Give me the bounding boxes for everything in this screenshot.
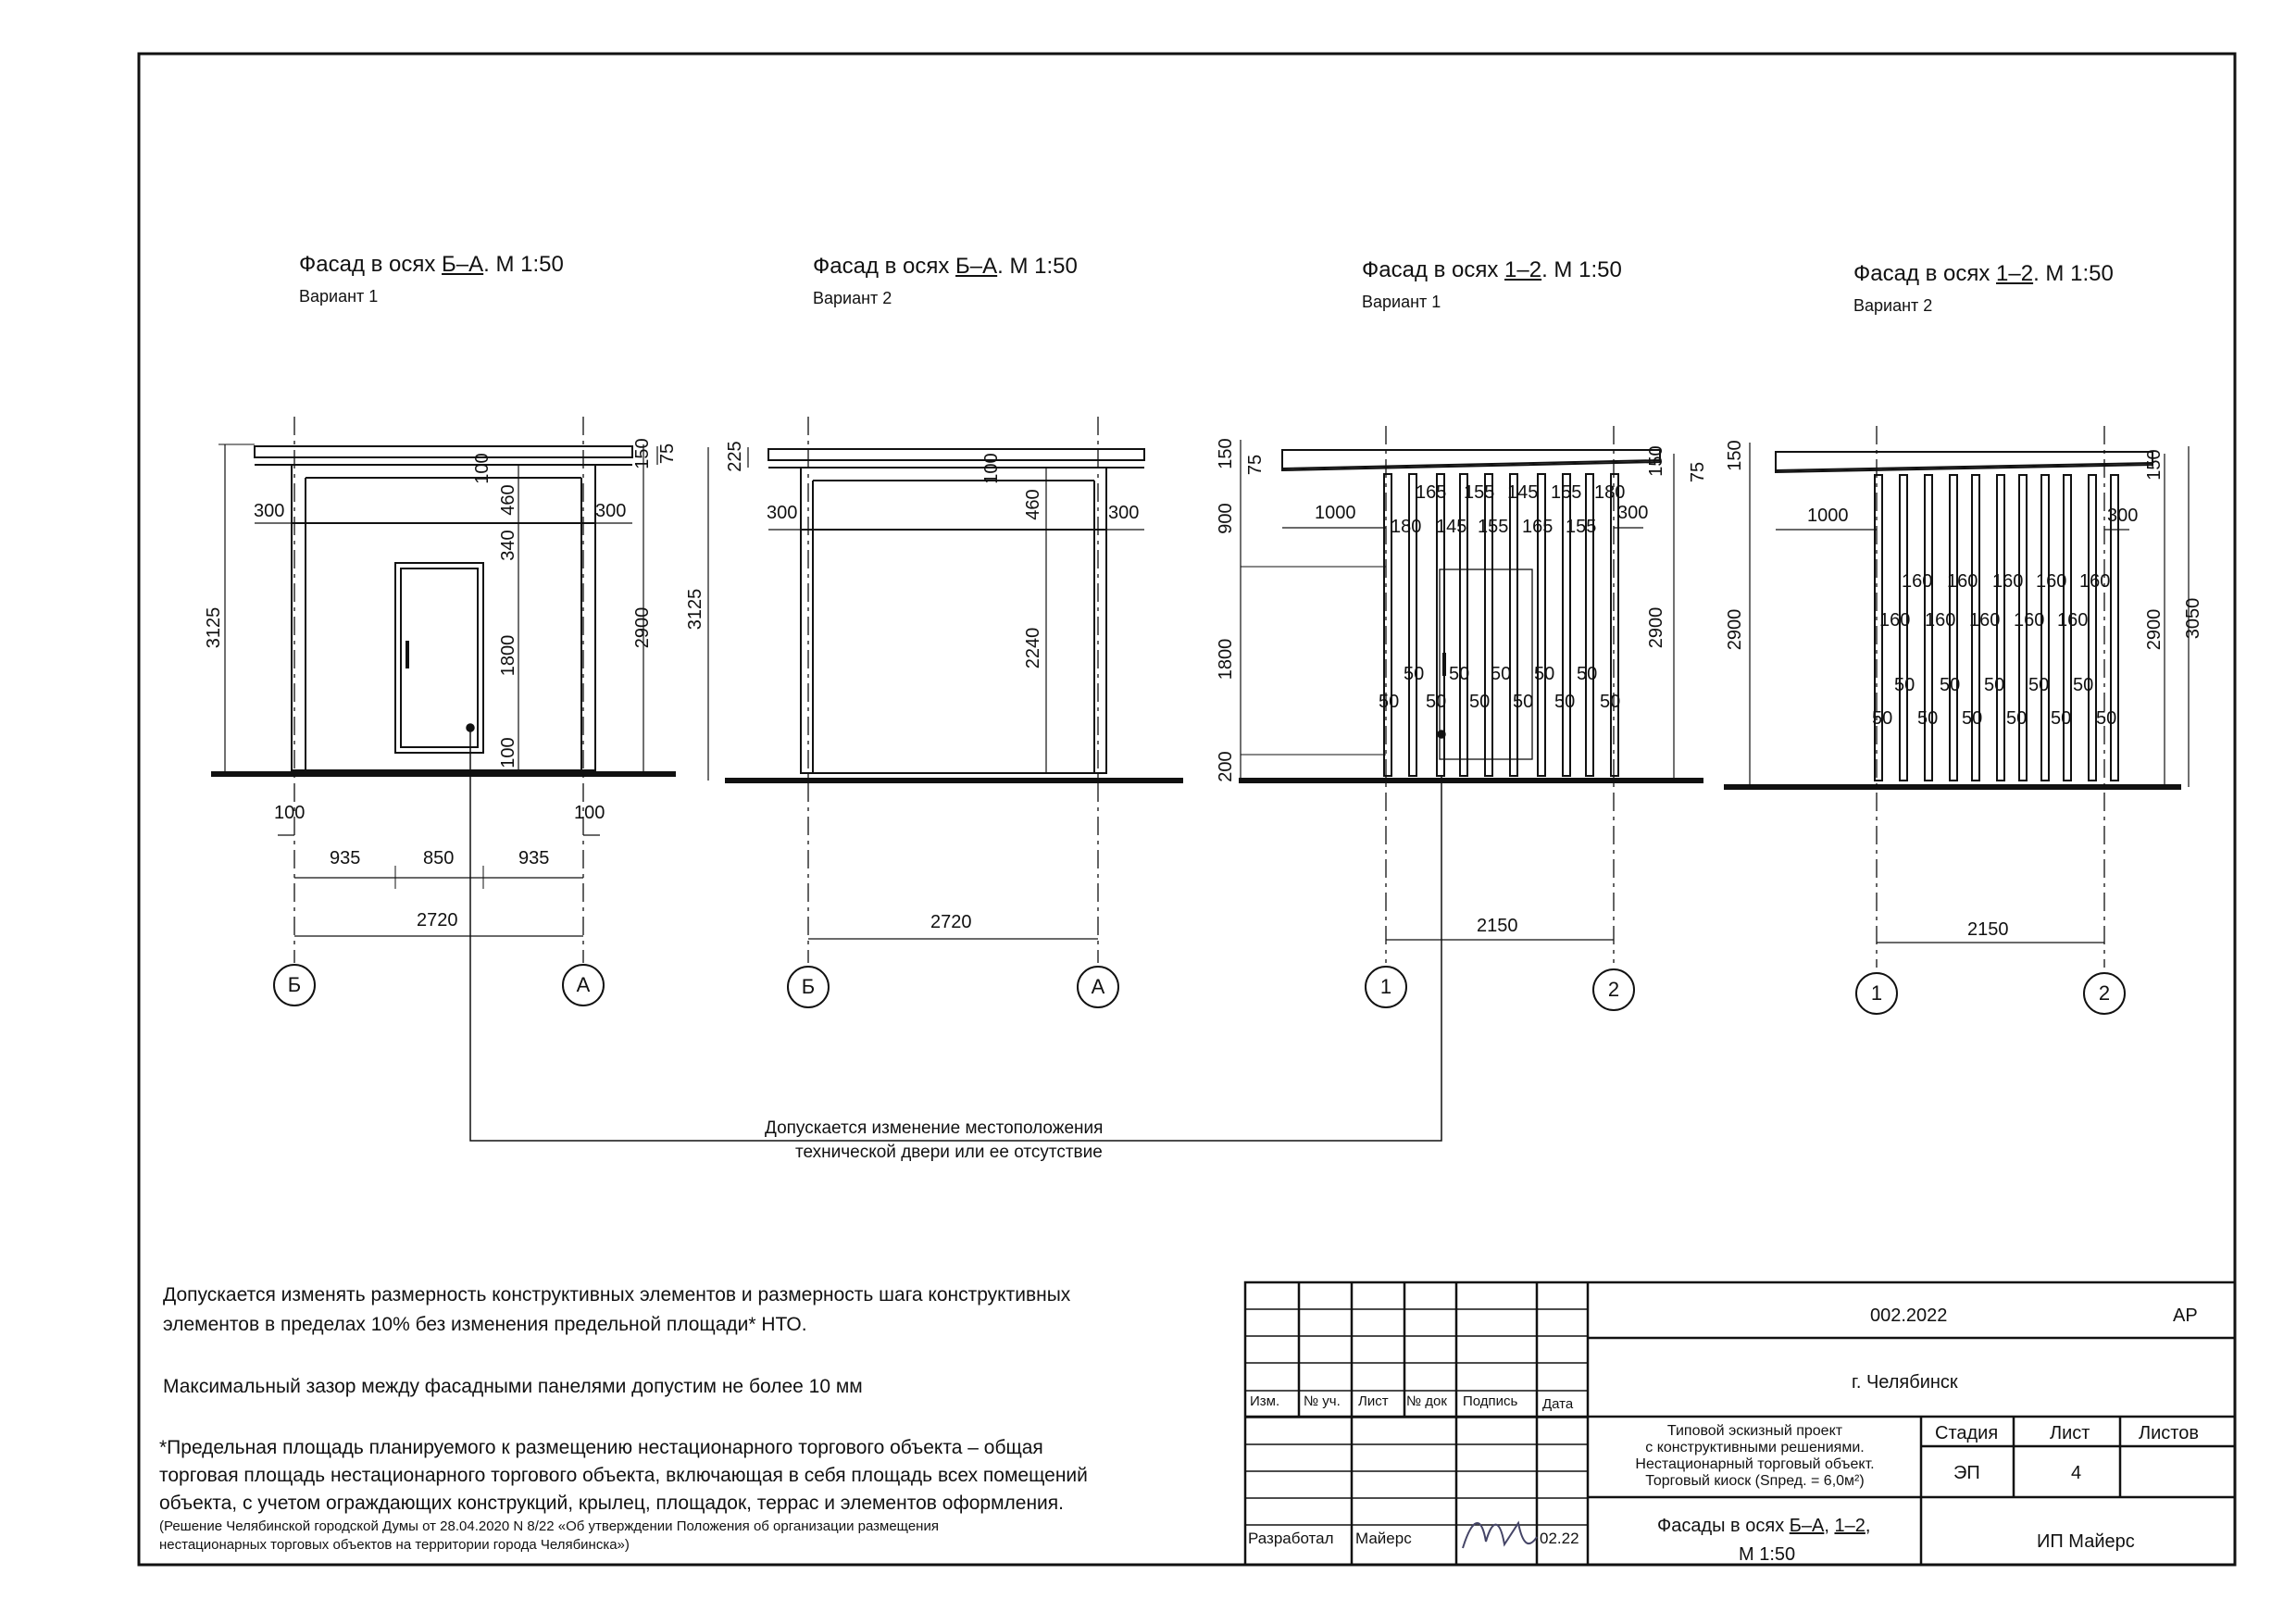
door-note-line-2: технической двери или ее отсутствие (795, 1143, 1103, 1162)
facade-4-variant: Вариант 2 (1853, 296, 1933, 315)
f3-gap: 145 (1507, 482, 1539, 503)
f3-slat-50: 50 (1491, 664, 1512, 684)
title-prefix: Фасад в осях (813, 254, 956, 279)
axis-marker-2: 2 (2098, 981, 2111, 1005)
f3-slat-50: 50 (1513, 692, 1534, 712)
title-axes: Б–А (955, 254, 998, 279)
f3-dim-200: 200 (1216, 751, 1236, 782)
f3-gap: 165 (1416, 482, 1447, 503)
f4-dim-width: 2150 (1967, 919, 2009, 940)
f3-dim-900: 900 (1216, 503, 1236, 534)
f3-slat-50: 50 (1577, 664, 1598, 684)
f4-dim-150: 150 (1725, 440, 1745, 471)
title-axes: 1–2 (1504, 257, 1542, 282)
stamp-scale: М 1:50 (1739, 1544, 1796, 1565)
f4-dim-r3050: 3050 (2183, 597, 2203, 640)
f2-dim-225: 225 (725, 441, 745, 472)
title-scale: . М 1:50 (997, 254, 1078, 279)
f2-dim-2240: 2240 (1023, 627, 1043, 669)
axis-marker-b: Б (801, 975, 816, 998)
f4-gap-160: 160 (2079, 571, 2111, 592)
stamp-col-list: Лист (1358, 1393, 1389, 1409)
f4-slat-50: 50 (2096, 708, 2117, 729)
f1-dim-height: 2900 (632, 606, 653, 649)
f3-slat-50: 50 (1404, 664, 1425, 684)
f4-dim-r2900: 2900 (2144, 608, 2165, 651)
title-scale: . М 1:50 (483, 252, 564, 277)
f2-dim-side-right: 300 (1108, 503, 1140, 523)
axis-marker-a: А (1091, 975, 1105, 998)
f3-slat-50: 50 (1379, 692, 1400, 712)
f4-dim-2900: 2900 (1725, 608, 1745, 651)
stamp-sheet-label: Лист (2050, 1423, 2090, 1443)
f4-slat-50: 50 (2028, 675, 2050, 695)
title-axes-2: 1–2 (1834, 1516, 1866, 1536)
title-axes: Б–А (442, 252, 484, 277)
f4-slat-50: 50 (2073, 675, 2094, 695)
general-note-2: Максимальный зазор между фасадными панелями допустим не более 10 мм (163, 1376, 863, 1397)
f3-slat-50: 50 (1469, 692, 1491, 712)
title-end: , (1865, 1516, 1871, 1536)
f3-slat-50: 50 (1534, 664, 1555, 684)
stamp-sheets-label: Листов (2139, 1423, 2199, 1443)
general-note-1 (163, 1280, 1070, 1340)
f4-gap-160: 160 (1902, 571, 1933, 592)
f4-gap-160: 160 (2014, 610, 2045, 631)
axis-marker-1: 1 (1870, 981, 1883, 1005)
stamp-col-izm: Изм. (1250, 1393, 1280, 1409)
f2-dim-total: 3125 (685, 588, 705, 631)
f3-gap: 155 (1551, 482, 1582, 503)
f4-slat-50: 50 (1872, 708, 1893, 729)
axis-marker-b: Б (287, 973, 302, 996)
f3-gap: 180 (1594, 482, 1626, 503)
f2-dim-100: 100 (981, 453, 1002, 484)
facade-1-variant: Вариант 1 (299, 287, 379, 306)
facade-2-variant: Вариант 2 (813, 289, 892, 307)
f4-slat-50: 50 (1962, 708, 1983, 729)
title-scale: . М 1:50 (1541, 257, 1622, 282)
stamp-city: г. Челябинск (1852, 1372, 1958, 1393)
f3-dim-r150: 150 (1646, 445, 1666, 477)
f3-dim-150: 150 (1216, 438, 1236, 469)
f4-slat-50: 50 (1917, 708, 1939, 729)
f4-dim-1000: 1000 (1807, 506, 1849, 526)
f3-gap: 145 (1436, 517, 1467, 537)
f4-slat-50: 50 (1940, 675, 1961, 695)
f3-dim-1800: 1800 (1216, 638, 1236, 681)
f3-dim-1000: 1000 (1315, 503, 1356, 523)
stamp-dev-label: Разработал (1248, 1530, 1334, 1547)
f3-gap: 155 (1478, 517, 1509, 537)
f4-slat-50: 50 (1894, 675, 1915, 695)
f1-dim-935-right: 935 (518, 848, 550, 868)
axis-marker-1: 1 (1379, 975, 1392, 998)
f4-gap-160: 160 (1992, 571, 2024, 592)
stamp-title (1657, 1516, 1870, 1537)
note-line: объекта, с учетом ограждающих конструкций, крылец, площадок, террас и элементов оформления. (159, 1493, 1064, 1514)
note-line: (Решение Челябинской городской Думы от 28.04.2020 N 8/22 «Об утверждении Положения об организации размещения (159, 1518, 939, 1534)
f4-dim-r150: 150 (2144, 449, 2165, 481)
stamp-col-date: Дата (1542, 1396, 1574, 1412)
title-axes: 1–2 (1996, 261, 2034, 286)
stamp-dev-name: Майерс (1355, 1530, 1412, 1547)
note-line: торговая площадь нестационарного торгового объекта, включающая в себя площадь всех помещений (159, 1465, 1088, 1486)
f3-gap: 155 (1566, 517, 1597, 537)
f1-dim-total: 3125 (204, 606, 224, 649)
f1-dim-150: 150 (632, 438, 653, 469)
f3-dim-300: 300 (1617, 503, 1649, 523)
title-prefix: Фасад в осях (299, 252, 443, 277)
note-line: *Предельная площадь планируемого к размещению нестационарного торгового объекта – общая (159, 1437, 1043, 1458)
facade-3-variant: Вариант 1 (1362, 293, 1441, 311)
f4-gap-160: 160 (2036, 571, 2067, 592)
stamp-ar: АР (2173, 1305, 2198, 1326)
f3-gap: 180 (1391, 517, 1422, 537)
f1-dim-340: 340 (498, 530, 518, 561)
f1-dim-width: 2720 (417, 910, 458, 931)
f1-dim-side-right: 300 (595, 501, 627, 521)
f3-slat-50: 50 (1554, 692, 1576, 712)
project-line: Типовой эскизный проект (1666, 1423, 1843, 1439)
f3-dim-width: 2150 (1477, 916, 1518, 936)
f1-dim-850: 850 (423, 848, 455, 868)
f1-dim-bottom-100-left: 100 (274, 803, 306, 823)
stamp-org: ИП Майерс (2037, 1531, 2135, 1552)
general-note-3 (159, 1434, 1088, 1555)
title-prefix: Фасады в осях (1657, 1516, 1790, 1536)
title-prefix: Фасад в осях (1853, 261, 1997, 286)
stamp-date: 02.22 (1540, 1530, 1579, 1547)
f1-dim-100b: 100 (498, 737, 518, 768)
f3-dim-75: 75 (1245, 454, 1266, 476)
f4-gap-160: 160 (1925, 610, 1956, 631)
f4-gap-160: 160 (2057, 610, 2089, 631)
note-line: Допускается изменять размерность конструктивных элементов и размерность шага конструктивных (163, 1284, 1071, 1305)
stamp-col-nuch: № уч. (1304, 1393, 1341, 1409)
f1-dim-side-left: 300 (254, 501, 285, 521)
f4-slat-50: 50 (2006, 708, 2028, 729)
f4-slat-50: 50 (1984, 675, 2005, 695)
stamp-sheet: 4 (2071, 1463, 2082, 1483)
f3-gap: 165 (1522, 517, 1554, 537)
f3-gap: 155 (1464, 482, 1495, 503)
f3-slat-50: 50 (1426, 692, 1447, 712)
f1-dim-bottom-100-right: 100 (574, 803, 605, 823)
project-line: Торговый киоск (Sпред. = 6,0м²) (1645, 1473, 1865, 1489)
axis-marker-2: 2 (1607, 978, 1620, 1001)
f4-gap-160: 160 (1947, 571, 1978, 592)
f3-slat-50: 50 (1600, 692, 1621, 712)
f4-dim-300: 300 (2107, 506, 2139, 526)
stamp-stage-label: Стадия (1935, 1423, 1999, 1443)
stamp-col-ndok: № док (1406, 1393, 1447, 1409)
note-line: нестационарных торговых объектов на территории города Челябинска») (159, 1537, 630, 1553)
door-note-line-1: Допускается изменение местоположения (765, 1118, 1104, 1138)
title-prefix: Фасад в осях (1362, 257, 1505, 282)
axis-marker-a: А (576, 973, 591, 996)
f3-slat-50: 50 (1449, 664, 1470, 684)
f1-dim-75: 75 (657, 443, 678, 465)
f4-slat-50: 50 (2051, 708, 2072, 729)
stamp-col-sign: Подпись (1463, 1393, 1518, 1409)
stamp-stage: ЭП (1953, 1463, 1980, 1483)
project-line: с конструктивными решениями. (1645, 1440, 1865, 1455)
title-axes-1: Б–А (1789, 1516, 1825, 1536)
f1-dim-460: 460 (498, 484, 518, 516)
f4-gap-160: 160 (1879, 610, 1911, 631)
f4-gap-160: 160 (1969, 610, 2001, 631)
title-scale: . М 1:50 (2033, 261, 2114, 286)
f1-dim-935-left: 935 (330, 848, 361, 868)
f2-dim-width: 2720 (930, 912, 972, 932)
f2-dim-460: 460 (1023, 489, 1043, 520)
title-sep: , (1824, 1516, 1835, 1536)
f3-dim-r75: 75 (1688, 461, 1708, 483)
f1-dim-1800: 1800 (498, 634, 518, 677)
f2-dim-side-left: 300 (767, 503, 798, 523)
note-line: элементов в пределах 10% без изменения предельной площади* НТО. (163, 1314, 807, 1335)
project-line: Нестационарный торговый объект. (1635, 1456, 1875, 1472)
stamp-code: 002.2022 (1870, 1305, 1948, 1326)
stamp-project (1591, 1423, 1919, 1490)
f3-dim-r2900: 2900 (1646, 606, 1666, 649)
f1-dim-100a: 100 (472, 453, 493, 484)
